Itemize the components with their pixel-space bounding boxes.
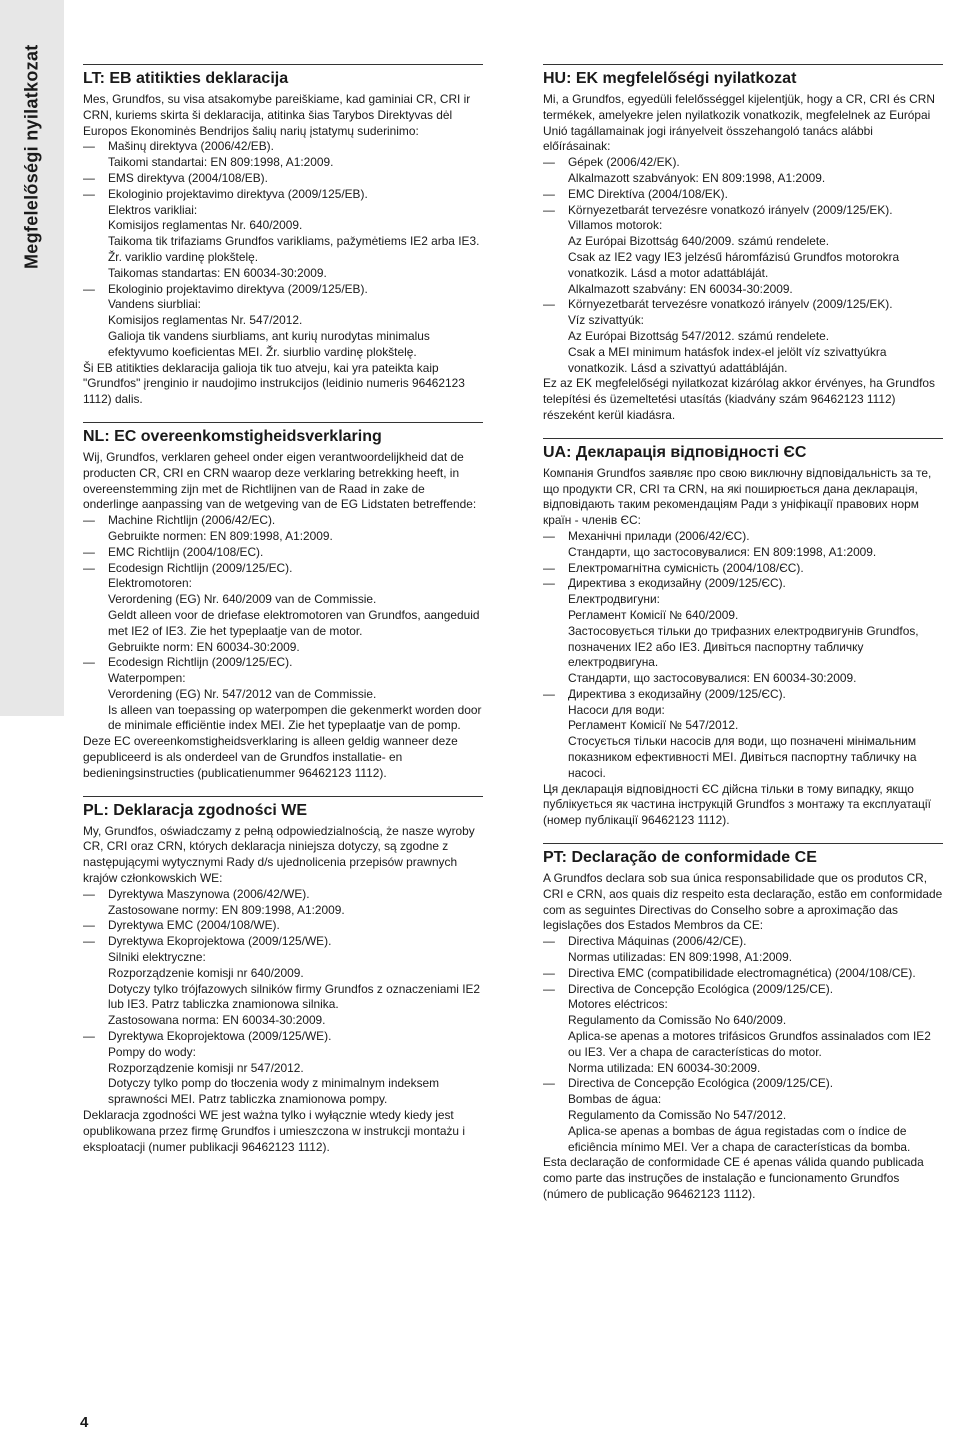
page-number: 4 xyxy=(80,1414,89,1431)
directive-body xyxy=(568,187,943,203)
dash-bullet: — xyxy=(543,965,555,980)
directive-detail: Verordening (EG) Nr. 640/2009 van de Commissie. xyxy=(108,592,377,607)
section-title: PT: Declaração de conformidade CE xyxy=(543,849,817,867)
section-rule xyxy=(83,64,483,65)
section-rule xyxy=(83,422,483,423)
directive-title: Електромагнітна сумісність (2004/108/ЄС). xyxy=(568,560,804,575)
section-title: HU: EK megfelelőségi nyilatkozat xyxy=(543,70,797,87)
directive-detail: Víz szivattyúk: xyxy=(568,313,644,328)
directive-body xyxy=(568,966,943,982)
dash-bullet: — xyxy=(83,918,95,933)
directive-detail: Gebruikte normen: EN 809:1998, A1:2009. xyxy=(108,528,333,543)
directive-detail: Alkalmazott szabvány: EN 60034-30:2009. xyxy=(568,281,793,296)
directive-item xyxy=(543,576,943,687)
directive-detail: Gebruikte norm: EN 60034-30:2009. xyxy=(108,639,300,654)
directive-body xyxy=(568,155,943,187)
dash-bullet: — xyxy=(83,934,95,949)
section-closing: Ця декларація відповідності ЄС дійсна тільки в тому випадку, якщо публікується як частина інструкцій Grundfos з монтажу та експлуатації (номер публікації 96462123 1112). xyxy=(543,781,931,828)
section-intro: Mi, a Grundfos, egyedüli felelősséggel kijelentjük, hogy a CR, CRI és CRN termékek, amelyekre jelen nyilatkozik vonatkozik, megfelelnek az Európai Unió tagállamainak jogi irányelveit összehangoló tanács alábbi előírásainak: xyxy=(543,92,935,154)
directive-item xyxy=(543,187,943,203)
directive-title: Dyrektywa Maszynowa (2006/42/WE). xyxy=(108,886,310,901)
directive-body xyxy=(568,561,943,577)
dash-bullet: — xyxy=(83,560,95,575)
directive-item xyxy=(543,297,943,376)
directive-detail: Regulamento da Comissão No 547/2012. xyxy=(568,1108,787,1123)
left-column xyxy=(83,64,483,1169)
side-tab xyxy=(0,0,64,716)
directive-detail: Az Európai Bizottság 547/2012. számú rendelete. xyxy=(568,328,830,343)
directive-item xyxy=(83,655,483,734)
directive-detail: Aplica-se apenas a bombas de água registadas com o índice de eficiência mínimo MEI. Ver a chapa de características da bomba. xyxy=(568,1123,911,1154)
directive-item xyxy=(543,982,943,1077)
directive-title: EMC Richtlijn (2004/108/EC). xyxy=(108,544,264,559)
section-closing: Deze EC overeenkomstigheidsverklaring is alleen geldig wanneer deze gepubliceerd is als onderdeel van de Grundfos installatie- en bedieningsinstructies (publicatienummer 96462123 1112). xyxy=(83,734,458,780)
section-rule xyxy=(543,438,943,439)
directive-title: Directiva Máquinas (2006/42/CE). xyxy=(568,934,747,949)
directive-body xyxy=(108,282,483,361)
directive-detail: Vandens siurbliai: xyxy=(108,297,201,312)
directive-detail: Bombas de água: xyxy=(568,1092,662,1107)
directive-detail: Komisijos reglamentas Nr. 547/2012. xyxy=(108,313,303,328)
directive-item xyxy=(83,545,483,561)
dash-bullet: — xyxy=(543,981,555,996)
directive-title: Dyrektywa EMC (2004/108/WE). xyxy=(108,918,280,933)
dash-bullet: — xyxy=(83,186,95,201)
dash-bullet: — xyxy=(83,139,95,154)
section-pl xyxy=(83,796,483,1156)
section-closing: Ši EB atitikties deklaracija galioja tik tuo atveju, kai yra pateikta kaip "Grundfos" įrenginio ir naudojimo instrukcijos (leidinio numeris 96462123 1112) dalis. xyxy=(83,360,465,407)
section-title: NL: EC overeenkomstigheidsverklaring xyxy=(83,427,382,445)
directive-item xyxy=(543,529,943,561)
directive-title: Dyrektywa Ekoprojektowa (2009/125/WE). xyxy=(108,1029,332,1044)
dash-bullet: — xyxy=(543,934,555,949)
directive-body xyxy=(108,139,483,171)
directive-detail: Rozporządzenie komisji nr 547/2012. xyxy=(108,1060,304,1075)
directive-body xyxy=(568,982,943,1077)
directive-item xyxy=(83,139,483,171)
directive-detail: Alkalmazott szabványok: EN 809:1998, A1:2009. xyxy=(568,170,826,185)
directive-body xyxy=(568,529,943,561)
dash-bullet: — xyxy=(543,560,555,575)
directive-detail: Zastosowane normy: EN 809:1998, A1:2009. xyxy=(108,902,345,917)
directive-detail: Az Európai Bizottság 640/2009. számú rendelete. xyxy=(568,234,830,249)
dash-bullet: — xyxy=(83,655,95,670)
dash-bullet: — xyxy=(543,202,555,217)
directive-body xyxy=(568,297,943,376)
section-pt xyxy=(543,843,943,1203)
dash-bullet: — xyxy=(543,1076,555,1091)
directive-title: Machine Richtlijn (2006/42/EC). xyxy=(108,513,276,528)
directive-item xyxy=(83,561,483,656)
directive-detail: Стандарти, що застосовувалися: EN 809:1998, A1:2009. xyxy=(568,544,877,559)
directive-title: Directiva EMC (compatibilidade electromagnética) (2004/108/CE). xyxy=(568,965,916,980)
directive-detail: Verordening (EG) Nr. 547/2012 van de Commissie. xyxy=(108,686,377,701)
directive-item xyxy=(83,887,483,919)
directive-body xyxy=(108,1029,483,1108)
directive-item xyxy=(543,687,943,782)
directive-detail: Електродвигуни: xyxy=(568,592,660,607)
right-column xyxy=(543,64,943,1217)
directive-body xyxy=(568,687,943,782)
directive-title: Környezetbarát tervezésre vonatkozó irányelv (2009/125/EK). xyxy=(568,202,893,217)
section-intro: Mes, Grundfos, su visa atsakomybe pareiškiame, kad gaminiai CR, CRI ir CRN, kuriems skirta ši deklaracija, atitinka šias Tarybos Direktyvas dėl Europos Ekonominės Bendrijos šalių narių įstatymų suderinimo: xyxy=(83,92,471,138)
directive-title: Mašinų direktyva (2006/42/EB). xyxy=(108,139,274,154)
directive-item xyxy=(543,1076,943,1155)
dash-bullet: — xyxy=(83,544,95,559)
directive-item xyxy=(83,934,483,1029)
directive-detail: Taikomi standartai: EN 809:1998, A1:2009. xyxy=(108,155,334,170)
directive-title: Directiva de Concepção Ecológica (2009/125/CE). xyxy=(568,1076,834,1091)
directive-detail: Geldt alleen voor de driefase elektromotoren van Grundfos, aangeduid met IE2 of IE3. Zie het typeplaatje van de motor. xyxy=(108,607,480,638)
directive-title: EMC Direktíva (2004/108/EK). xyxy=(568,186,728,201)
directive-detail: Dotyczy tylko trójfazowych silników firmy Grundfos z oznaczeniami IE2 lub IE3. Patrz tabliczka znamionowa silnika. xyxy=(108,981,481,1012)
directive-title: Механічні прилади (2006/42/ЄС). xyxy=(568,528,750,543)
section-nl xyxy=(83,422,483,782)
directive-detail: Rozporządzenie komisji nr 640/2009. xyxy=(108,965,304,980)
section-title: LT: EB atitikties deklaracija xyxy=(83,70,289,87)
section-title: PL: Deklaracja zgodności WE xyxy=(83,801,308,819)
directive-detail: Galioja tik vandens siurbliams, ant kurių nurodytas minimalus efektyvumo koeficientas MEI. Žr. siurblio vardinę plokštelę. xyxy=(108,328,430,359)
dash-bullet: — xyxy=(83,886,95,901)
directive-item xyxy=(83,282,483,361)
directive-detail: Застосовується тільки до трифазних електродвигунів Grundfos, позначених IE2 або IE3. Дивіться паспортну табличку електродвигуна. xyxy=(568,623,919,670)
directive-body xyxy=(568,934,943,966)
directive-body xyxy=(108,187,483,282)
section-title: UA: Декларація відповідності ЄС xyxy=(543,443,807,461)
directive-detail: Regulamento da Comissão No 640/2009. xyxy=(568,1013,787,1028)
directive-detail: Pompy do wody: xyxy=(108,1044,196,1059)
directive-detail: Silniki elektryczne: xyxy=(108,950,206,965)
directive-detail: Elektromotoren: xyxy=(108,576,192,591)
directive-item xyxy=(543,966,943,982)
directive-body xyxy=(108,655,483,734)
directive-title: Директива з екодизайну (2009/125/ЄС). xyxy=(568,576,786,591)
directive-item xyxy=(83,513,483,545)
directive-body xyxy=(108,513,483,545)
directive-detail: Dotyczy tylko pomp do tłoczenia wody z minimalnym indeksem sprawności MEI. Patrz tabliczka znamionowa pompy. xyxy=(108,1076,440,1107)
directive-item xyxy=(543,934,943,966)
dash-bullet: — xyxy=(543,686,555,701)
directive-body xyxy=(568,1076,943,1155)
directive-detail: Регламент Комісії № 547/2012. xyxy=(568,718,739,733)
dash-bullet: — xyxy=(83,170,95,185)
directive-detail: Csak az IE2 vagy IE3 jelzésű háromfázisú Grundfos motorokra vonatkozik. Lásd a motor adattábláját. xyxy=(568,249,900,280)
dash-bullet: — xyxy=(543,186,555,201)
directive-detail: Zastosowana norma: EN 60034-30:2009. xyxy=(108,1013,326,1028)
directive-detail: Elektros varikliai: xyxy=(108,202,198,217)
directive-body xyxy=(568,203,943,298)
directive-title: Ekologinio projektavimo direktyva (2009/125/EB). xyxy=(108,186,368,201)
directive-body xyxy=(108,934,483,1029)
directive-title: Dyrektywa Ekoprojektowa (2009/125/WE). xyxy=(108,934,332,949)
section-lt xyxy=(83,64,483,408)
directive-detail: Регламент Комісії № 640/2009. xyxy=(568,607,739,622)
directive-item xyxy=(83,1029,483,1108)
directive-title: Környezetbarát tervezésre vonatkozó irányelv (2009/125/EK). xyxy=(568,297,893,312)
directive-detail: Taikoma tik trifaziams Grundfos varikliams, pažymėtiems IE2 arba IE3. Žr. variklio vardinę plokštelę. xyxy=(108,234,480,264)
directive-detail: Taikomas standartas: EN 60034-30:2009. xyxy=(108,265,327,280)
section-ua xyxy=(543,438,943,829)
directive-detail: Стосується тільки насосів для води, що позначені мінімальним показником ефективності MEI. Дивіться паспортну табличку на насосі. xyxy=(568,734,917,780)
directive-item xyxy=(83,171,483,187)
directive-detail: Стандарти, що застосовувалися: EN 60034-30:2009. xyxy=(568,671,857,686)
directive-detail: Motores eléctricos: xyxy=(568,997,668,1012)
section-rule xyxy=(543,843,943,844)
directive-detail: Waterpompen: xyxy=(108,671,186,686)
directive-detail: Komisijos reglamentas Nr. 640/2009. xyxy=(108,218,303,233)
directive-body xyxy=(108,545,483,561)
directive-detail: Is alleen van toepassing op waterpompen die gekenmerkt worden door de minimale efficiëntie index MEI. Zie het typeplaatje van de pomp. xyxy=(108,702,482,733)
directive-item xyxy=(83,187,483,282)
section-closing: Ez az EK megfelelőségi nyilatkozat kizárólag akkor érvényes, ha Grundfos telepítési és üzemeltetési utasítás (kiadvány szám 96462123 1112) részeként kerül kiadásra. xyxy=(543,376,935,422)
dash-bullet: — xyxy=(543,155,555,170)
directive-item xyxy=(83,918,483,934)
section-closing: Esta declaração de conformidade CE é apenas válida quando publicada como parte das instruções de instalação e funcionamento Grundfos (número de publicação 96462123 1112). xyxy=(543,1155,924,1201)
side-tab-label: Megfelelőségi nyilatkozat xyxy=(21,44,42,269)
directive-item xyxy=(543,155,943,187)
section-intro: Компанія Grundfos заявляє про свою виключну відповідальність за те, що продукти CR, CRI та CRN, на які поширюється дана декларація, відповідають таким рекомендаціям Ради з уніфікації правових норм країн - членів ЄС: xyxy=(543,465,932,528)
section-closing: Deklaracja zgodności WE jest ważna tylko i wyłącznie wtedy kiedy jest opublikowana przez firmę Grundfos i umieszczona w instrukcji montażu i eksploatacji (numer publikacji 96462123 1112). xyxy=(83,1108,465,1154)
directive-body xyxy=(108,918,483,934)
directive-detail: Csak a MEI minimum hatásfok index-el jelölt víz szivattyúkra vonatkozik. Lásd a szivattyú adattábláján. xyxy=(568,344,887,375)
directive-body xyxy=(108,887,483,919)
dash-bullet: — xyxy=(543,297,555,312)
directive-body xyxy=(108,561,483,656)
directive-title: Ecodesign Richtlijn (2009/125/EC). xyxy=(108,655,293,670)
dash-bullet: — xyxy=(83,513,95,528)
section-intro: A Grundfos declara sob sua única responsabilidade que os produtos CR, CRI e CRN, aos quais diz respeito esta declaração, estão em conformidade com as seguintes Directivas do Conselho sobre a aproximação das legislações dos Estados Membros da CE: xyxy=(543,871,943,933)
dash-bullet: — xyxy=(83,281,95,296)
directive-title: Directiva de Concepção Ecológica (2009/125/CE). xyxy=(568,981,834,996)
directive-title: Директива з екодизайну (2009/125/ЄС). xyxy=(568,686,786,701)
directive-body xyxy=(108,171,483,187)
directive-body xyxy=(568,576,943,687)
directive-title: Gépek (2006/42/EK). xyxy=(568,155,680,170)
directive-title: Ekologinio projektavimo direktyva (2009/125/EB). xyxy=(108,281,368,296)
directive-item xyxy=(543,203,943,298)
directive-detail: Aplica-se apenas a motores trifásicos Grundfos assinalados com IE2 ou IE3. Ver a chapa de características do motor. xyxy=(568,1029,931,1059)
directive-item xyxy=(543,561,943,577)
directive-detail: Normas utilizadas: EN 809:1998, A1:2009. xyxy=(568,950,793,965)
section-intro: My, Grundfos, oświadczamy z pełną odpowiedzialnością, że nasze wyroby CR, CRI oraz CRN, których deklaracja niniejsza dotyczy, są zgodne z następującymi wytycznymi Rady d/s ujednolicenia przepisów prawnych krajów członkowskich WE: xyxy=(83,823,475,886)
directive-detail: Насоси для води: xyxy=(568,702,665,717)
section-hu xyxy=(543,64,943,424)
dash-bullet: — xyxy=(83,1029,95,1044)
directive-title: EMS direktyva (2004/108/EB). xyxy=(108,170,268,185)
directive-detail: Villamos motorok: xyxy=(568,218,663,233)
directive-detail: Norma utilizada: EN 60034-30:2009. xyxy=(568,1060,761,1075)
dash-bullet: — xyxy=(543,576,555,591)
section-intro: Wij, Grundfos, verklaren geheel onder eigen verantwoordelijkheid dat de producten CR, CRI en CRN waarop deze verklaring betrekking heeft, in overeenstemming zijn met de Richtlijnen van de Raad in zake de onderlinge aanpassing van de wetgeving van de EG Lidstaten betreffende: xyxy=(83,449,477,512)
directive-title: Ecodesign Richtlijn (2009/125/EC). xyxy=(108,560,293,575)
section-rule xyxy=(83,796,483,797)
section-rule xyxy=(543,64,943,65)
dash-bullet: — xyxy=(543,528,555,543)
